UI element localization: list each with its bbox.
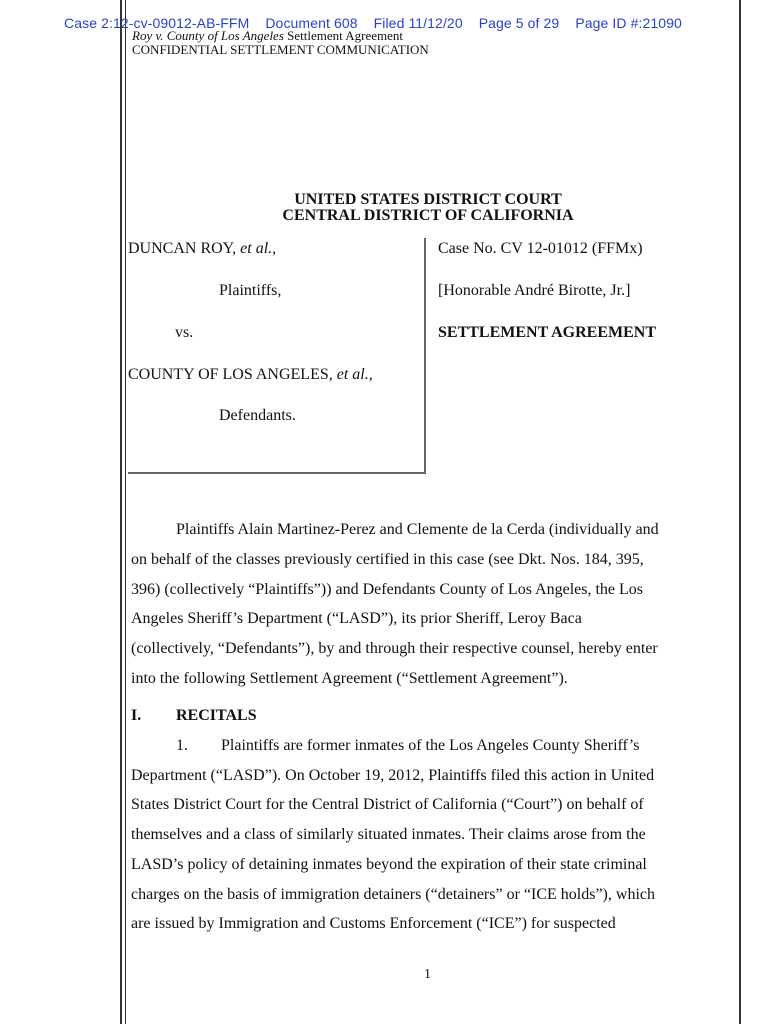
stamp-page-id: Page ID #:21090 xyxy=(575,15,682,31)
left-margin-line-inner xyxy=(125,0,126,1024)
intro-line: Plaintiffs Alain Martinez-Perez and Clemente de la Cerda (individually and xyxy=(176,521,659,538)
paragraph-number: 1. xyxy=(176,737,188,754)
running-header-confidential: CONFIDENTIAL SETTLEMENT COMMUNICATION xyxy=(132,42,429,57)
section-title: RECITALS xyxy=(176,707,257,724)
caption-plaintiffs-label: Plaintiffs, xyxy=(219,282,282,299)
caption-vs: vs. xyxy=(175,324,194,341)
intro-line: (collectively, “Defendants”), by and through their respective counsel, hereby enter xyxy=(131,640,658,657)
paragraph-line: States District Court for the Central District of California (“Court”) on behalf of xyxy=(131,796,644,813)
header-case-name: Roy v. County of Los Angeles xyxy=(132,28,284,43)
intro-line: 396) (collectively “Plaintiffs”)) and Defendants County of Los Angeles, the Los xyxy=(131,581,644,598)
caption-defendant: COUNTY OF LOS ANGELES, et al., xyxy=(128,366,373,383)
intro-line: Angeles Sheriff’s Department (“LASD”), its prior Sheriff, Leroy Baca xyxy=(131,610,582,627)
paragraph-line: charges on the basis of immigration detainers (“detainers” or “ICE holds”), which xyxy=(131,886,655,903)
right-margin-line xyxy=(739,0,741,1024)
left-margin-line xyxy=(120,0,122,1024)
header-case-suffix: Settlement Agreement xyxy=(283,28,404,43)
paragraph-line: Department (“LASD”). On October 19, 2012, Plaintiffs filed this action in United xyxy=(131,767,655,784)
intro-line: into the following Settlement Agreement (“Settlement Agreement”). xyxy=(131,670,568,687)
caption-divider-vertical xyxy=(424,238,426,474)
caption-plaintiff: DUNCAN ROY, et al., xyxy=(128,240,277,257)
section-number: I. xyxy=(131,707,142,724)
stamp-case: Case 2:12-cv-09012-AB-FFM xyxy=(64,15,250,31)
paragraph-line: are issued by Immigration and Customs Enforcement (“ICE”) for suspected xyxy=(131,915,616,932)
stamp-document: Document 608 xyxy=(265,15,358,31)
paragraph-line: LASD’s policy of detaining inmates beyond the expiration of their state criminal xyxy=(131,856,647,873)
caption-divider-horizontal xyxy=(128,472,426,474)
caption-defendants-label: Defendants. xyxy=(219,407,296,424)
court-district: CENTRAL DISTRICT OF CALIFORNIA xyxy=(282,207,574,224)
intro-line: on behalf of the classes previously certified in this case (see Dkt. Nos. 184, 395, xyxy=(131,551,644,568)
running-header-case xyxy=(132,29,403,43)
paragraph-line: themselves and a class of similarly situated inmates. Their claims arose from the xyxy=(131,826,646,843)
stamp-filed: Filed 11/12/20 xyxy=(373,15,463,31)
court-name: UNITED STATES DISTRICT COURT xyxy=(294,191,562,208)
case-number: Case No. CV 12-01012 (FFMx) xyxy=(438,240,643,257)
page-number: 1 xyxy=(424,967,431,982)
paragraph-line: Plaintiffs are former inmates of the Los Angeles County Sheriff’s xyxy=(221,737,640,754)
document-title: SETTLEMENT AGREEMENT xyxy=(438,324,656,341)
stamp-page: Page 5 of 29 xyxy=(478,15,560,31)
judge-name: [Honorable André Birotte, Jr.] xyxy=(438,282,631,299)
